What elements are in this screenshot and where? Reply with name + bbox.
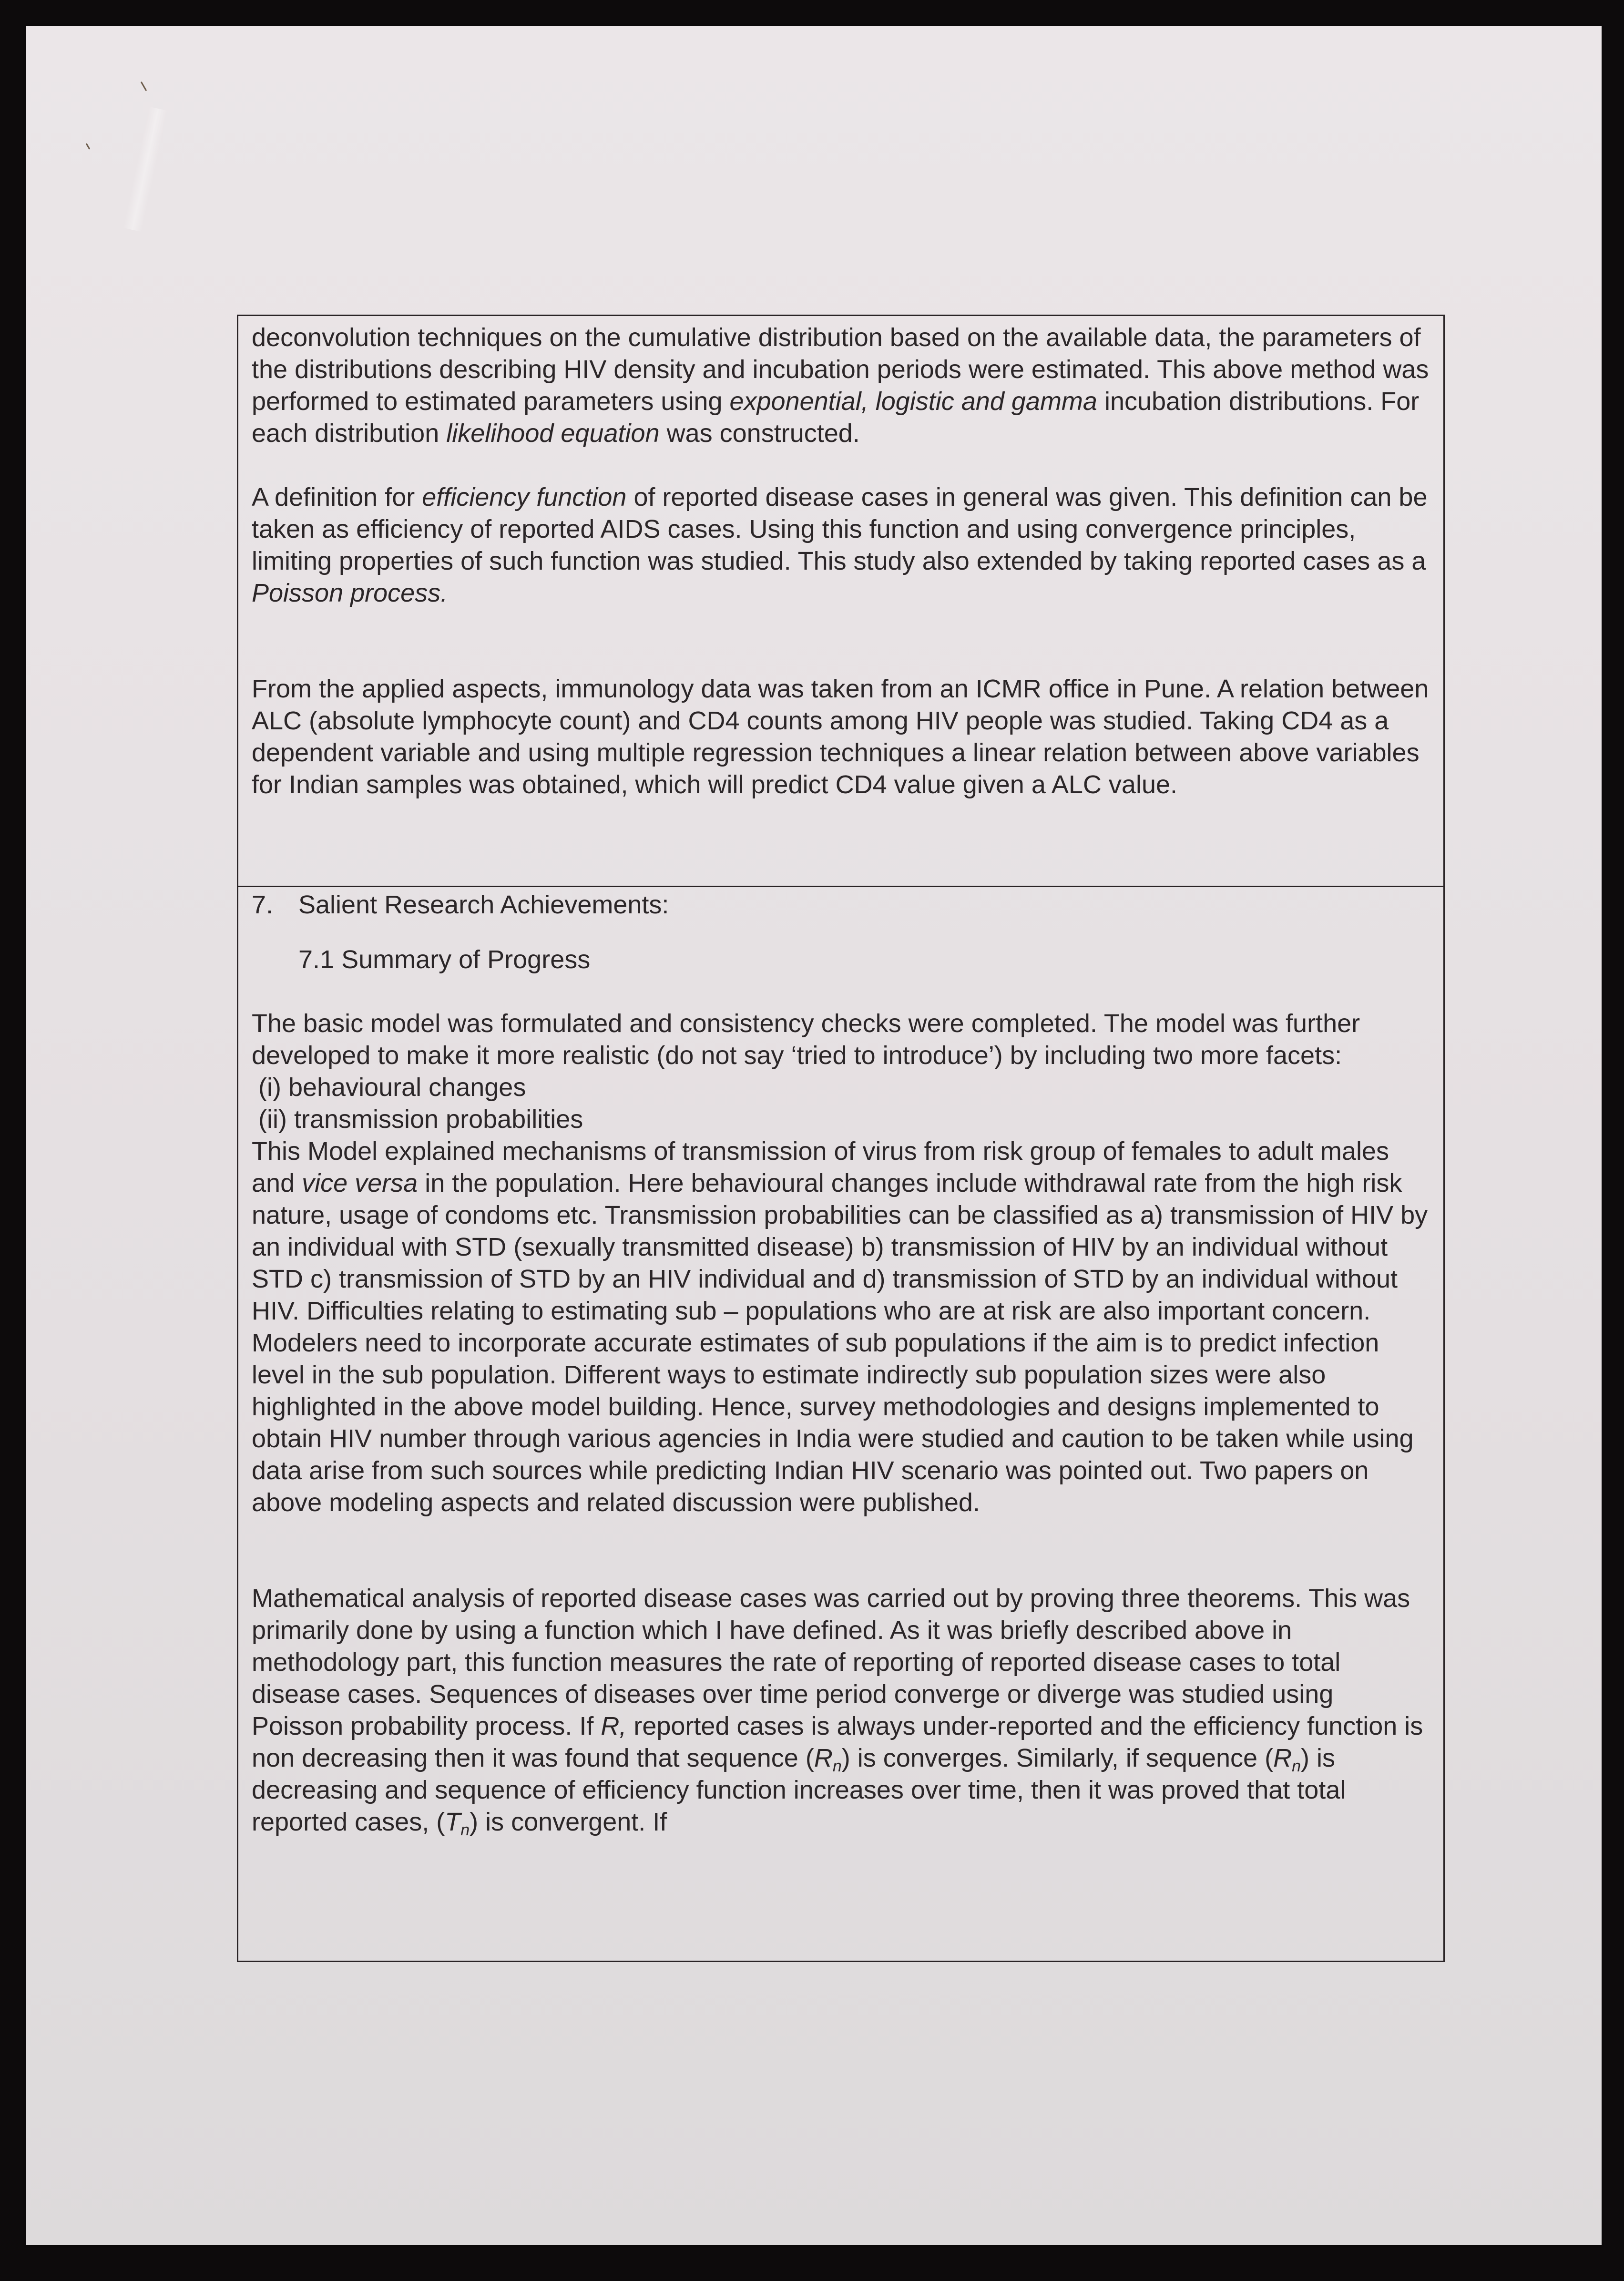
italic-text: likelihood equation: [446, 419, 660, 448]
text-run: reported cases is always under-reported and the efficiency function is non decreasing then it was found that sequence (: [252, 1712, 1423, 1772]
facet-list-item: (ii) transmission probabilities: [258, 1105, 583, 1134]
paragraph-deconvolution: [252, 322, 1430, 450]
subsection-heading: 7.1 Summary of Progress: [298, 945, 591, 974]
italic-text: exponential, logistic and gamma: [729, 387, 1097, 416]
paragraph-mathematical-analysis: [252, 1583, 1430, 1838]
section-title: Salient Research Achievements:: [298, 890, 669, 919]
text-run: A definition for: [252, 483, 422, 511]
facet-list-item: (i) behavioural changes: [258, 1073, 526, 1102]
text-run: ) is convergent. If: [470, 1808, 667, 1836]
paper-speck: [141, 82, 147, 92]
italic-text: efficiency function: [422, 483, 627, 511]
text-run: deconvolution techniques on the cumulative distribution based on the available data, the parameters of the distributions describing HIV density and incubation periods were estimated. This above method was performed to estimated parameters using: [252, 323, 1429, 416]
italic-text: R: [814, 1744, 833, 1772]
italic-text: R: [1273, 1744, 1292, 1772]
paragraph-efficiency-function: [252, 481, 1430, 609]
paper-page: [26, 26, 1602, 2245]
paper-speck: [86, 143, 91, 150]
paragraph-model-mechanisms: [252, 1135, 1430, 1519]
text-run: of reported disease cases in general was given. This definition can be taken as efficiency of reported AIDS cases. Using this function and using convergence principles, limiting properties of such function was studied. This study also extended by taking reported cases as a: [252, 483, 1428, 575]
italic-text: R,: [601, 1712, 627, 1740]
section-number: 7.: [252, 890, 274, 919]
text-run: ) is decreasing and sequence of efficiency function increases over time, then it was proved that total reported cases, (: [252, 1744, 1346, 1836]
italic-text: vice versa: [302, 1169, 418, 1197]
paragraph-basic-model: The basic model was formulated and consistency checks were completed. The model was further developed to make it more realistic (do not say ‘tried to introduce’) by including two more facets:: [252, 1009, 1360, 1070]
subscript-text: n: [460, 1821, 470, 1839]
methodology-cell: [238, 316, 1443, 887]
achievements-cell: [238, 887, 1443, 1961]
text-run: incubation distributions. For each distribution: [252, 387, 1420, 448]
text-run: was constructed.: [659, 419, 860, 448]
text-run: From the applied aspects, immunology data was taken from an ICMR office in Pune. A relation between ALC (absolute lymphocyte count) and CD4 counts among HIV people was studied. Taking CD4 as a dependent variable and using multiple regression techniques a linear relation between above variables for Indian samples was obtained, which will predict CD4 value given a ALC value.: [252, 675, 1429, 799]
section-heading: [252, 889, 1430, 921]
subscript-text: n: [832, 1757, 842, 1775]
paper-crease: [123, 107, 167, 232]
text-run: Mathematical analysis of reported disease cases was carried out by proving three theorems. This was primarily done by using a function which I have defined. As it was briefly described above in methodology part, this function measures the rate of reporting of reported disease cases to total disease cases. Sequences of diseases over time period converge or diverge was studied using Poisson probability process. If: [252, 1584, 1410, 1740]
italic-text: Poisson process.: [252, 579, 448, 607]
paragraph-immunology: [252, 673, 1430, 801]
italic-text: T: [445, 1808, 461, 1836]
report-table: [237, 315, 1445, 1962]
text-run: This Model explained mechanisms of transmission of virus from risk group of females to adult males and: [252, 1137, 1389, 1197]
text-run: ) is converges. Similarly, if sequence (: [841, 1744, 1274, 1772]
text-run: in the population. Here behavioural changes include withdrawal rate from the high risk nature, usage of condoms etc. Transmission probabilities can be classified as a) transmission of HIV by an individual with STD (sexually transmitted disease) b) transmission of HIV by an individual without STD c) transmission of STD by an HIV individual and d) transmission of STD by an individual without HIV. Difficulties relating to estimating sub – populations who are at risk are also important concern. Modelers need to incorporate accurate estimates of sub populations if the aim is to predict infection level in the sub population. Different ways to estimate indirectly sub population sizes were also highlighted in the above model building. Hence, survey methodologies and designs implemented to obtain HIV number through various agencies in India were studied and caution to be taken while using data arise from such sources while predicting Indian HIV scenario was pointed out. Two papers on above modeling aspects and related discussion were published.: [252, 1169, 1428, 1517]
subscript-text: n: [1292, 1757, 1301, 1775]
